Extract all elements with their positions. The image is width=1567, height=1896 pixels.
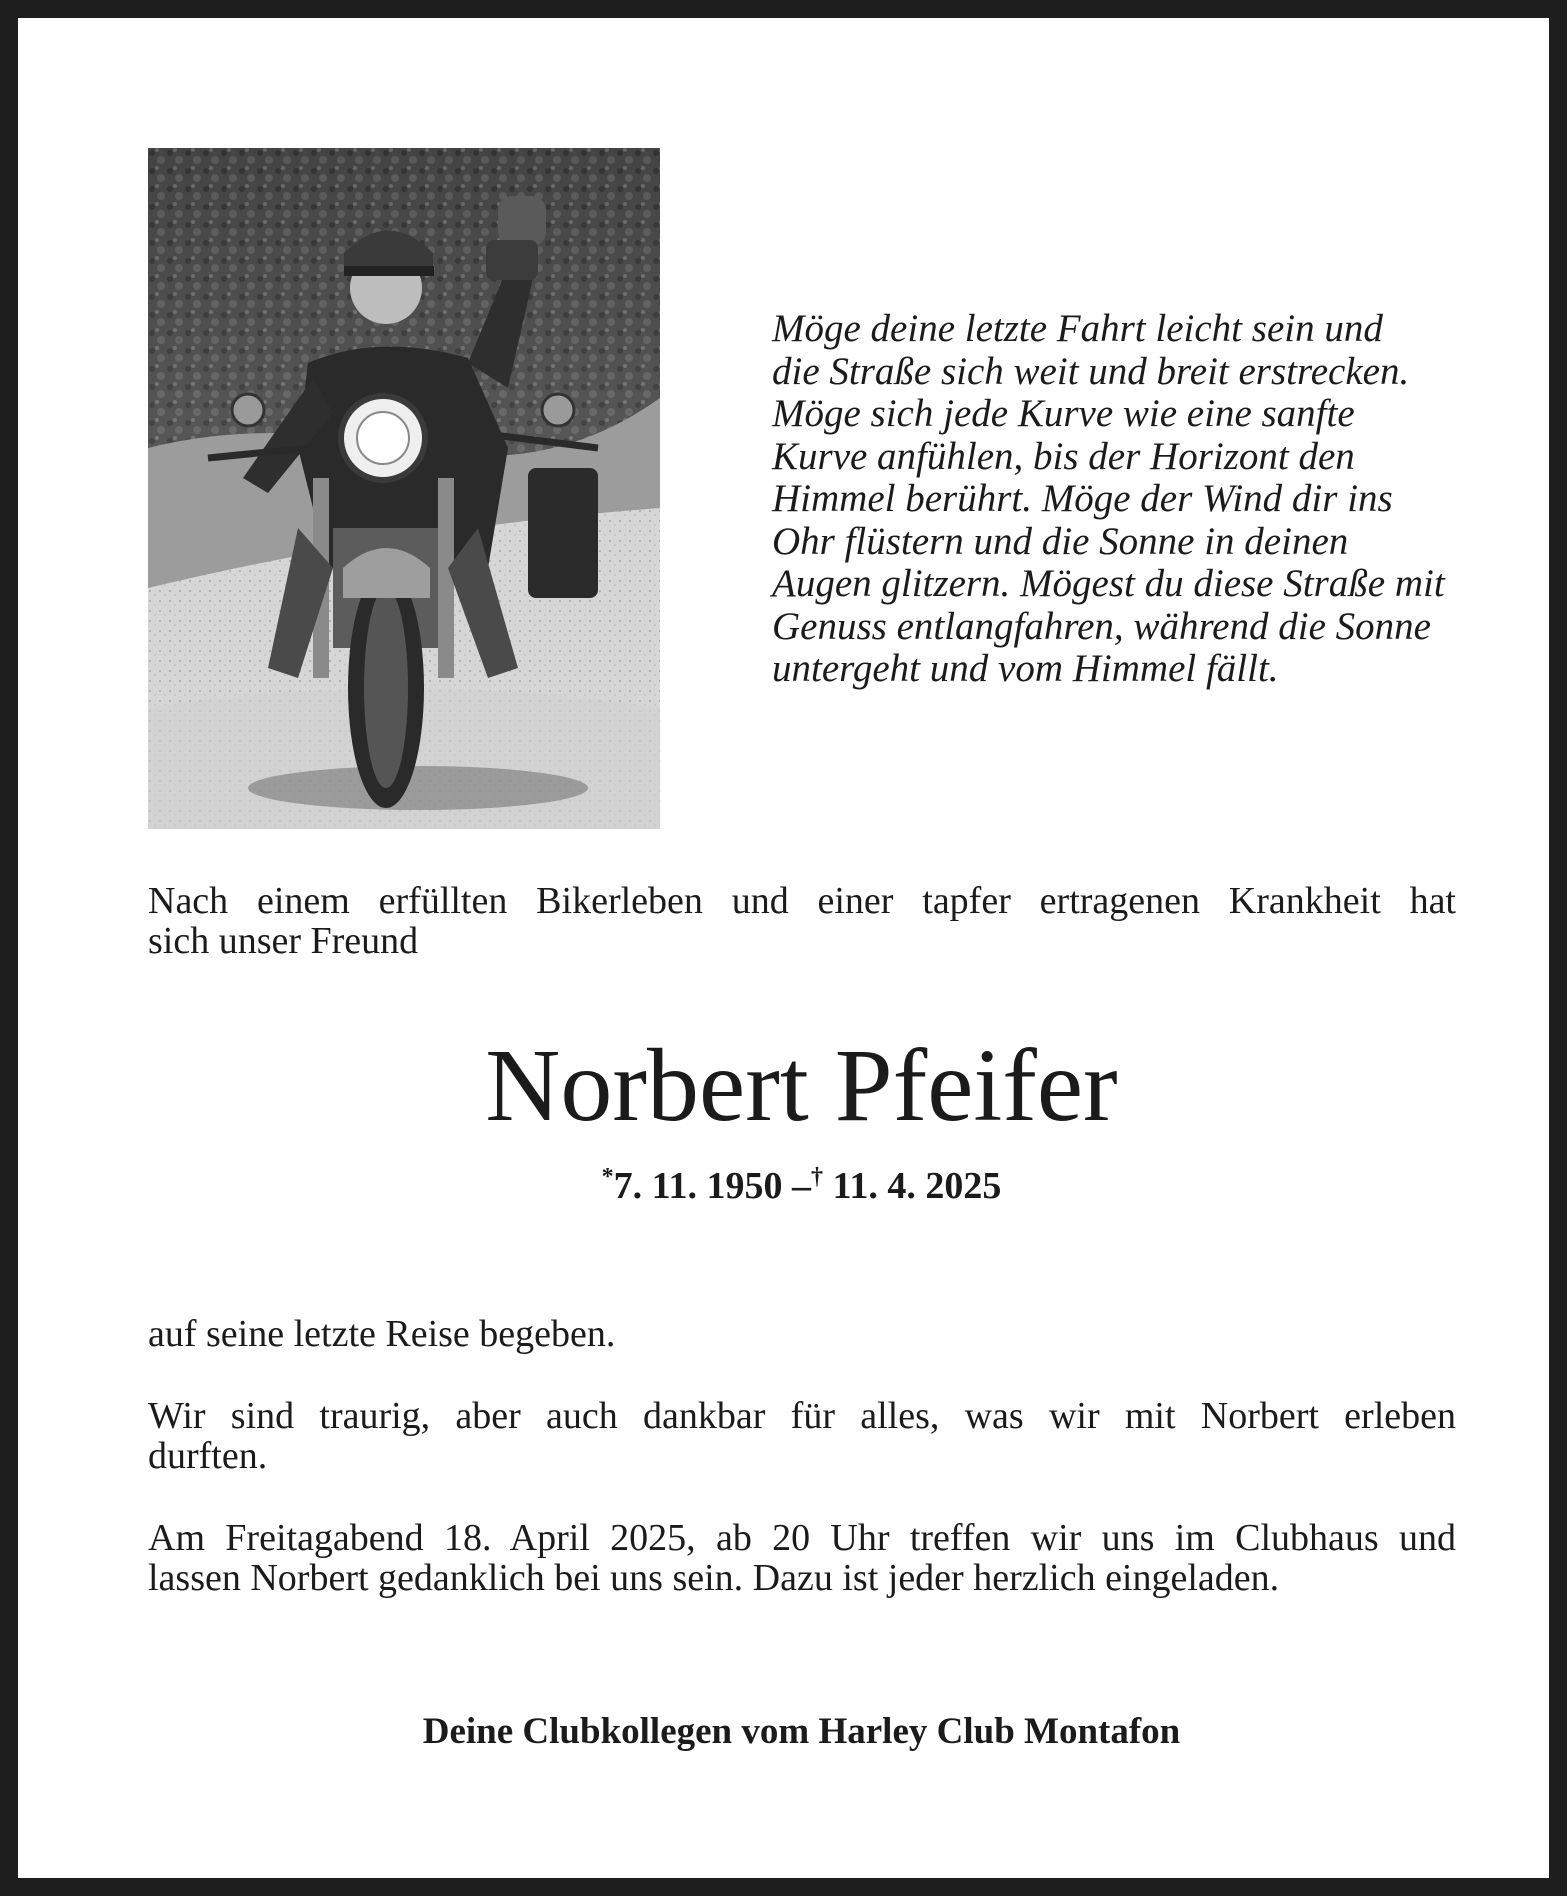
date-separator: – <box>792 1165 811 1207</box>
motorcycle-rider-illustration <box>148 148 660 829</box>
paragraph-journey <box>148 1314 1456 1354</box>
poem-line: Möge sich jede Kurve wie eine sanfte <box>772 392 1355 435</box>
paragraph-invitation <box>148 1518 1456 1598</box>
poem-line: Kurve anfühlen, bis der Horizont den <box>772 434 1355 478</box>
paragraph-line: Am Freitagabend 18. April 2025, ab 20 Uhr treffen wir uns im Clubhaus und <box>148 1517 1456 1559</box>
death-symbol: † <box>811 1164 823 1190</box>
poem-line: Himmel berührt. Möge der Wind dir ins <box>772 477 1393 520</box>
poem-line: Ohr flüstern und die Sonne in deinen <box>772 519 1349 563</box>
poem-line: die Straße sich weit und breit erstrecken. <box>772 349 1410 393</box>
poem-line: Genuss entlangfahren, während die Sonne <box>772 604 1431 648</box>
deceased-name: Norbert Pfeifer <box>485 1028 1118 1143</box>
death-date: 11. 4. 2025 <box>832 1165 1002 1207</box>
poem <box>772 308 1472 691</box>
poem-line: untergeht und vom Himmel fällt. <box>772 647 1279 690</box>
intro-line: Nach einem erfüllten Bikerleben und einer tapfer ertragenen Krankheit hat <box>148 880 1456 922</box>
paragraph-line: lassen Norbert gedanklich bei uns sein. Dazu ist jeder herzlich eingeladen. <box>148 1557 1280 1599</box>
paragraph-line: durften. <box>148 1435 268 1477</box>
intro-paragraph <box>148 881 1456 961</box>
intro-line: sich unser Freund <box>148 920 419 962</box>
paragraph-line: Wir sind traurig, aber auch dankbar für alles, was wir mit Norbert erleben <box>148 1395 1456 1437</box>
paragraph-gratitude <box>148 1396 1456 1476</box>
poem-line: Augen glitzern. Mögest du diese Straße mit <box>772 562 1445 605</box>
signature: Deine Clubkollegen vom Harley Club Montafon <box>422 1711 1181 1752</box>
poem-line: Möge deine letzte Fahrt leicht sein und <box>772 307 1383 350</box>
birth-symbol: * <box>601 1164 614 1190</box>
paragraph-line: auf seine letzte Reise begeben. <box>148 1313 616 1355</box>
life-dates <box>18 1154 1567 1209</box>
deceased-photo <box>148 148 660 829</box>
birth-date: 7. 11. 1950 <box>613 1165 783 1207</box>
